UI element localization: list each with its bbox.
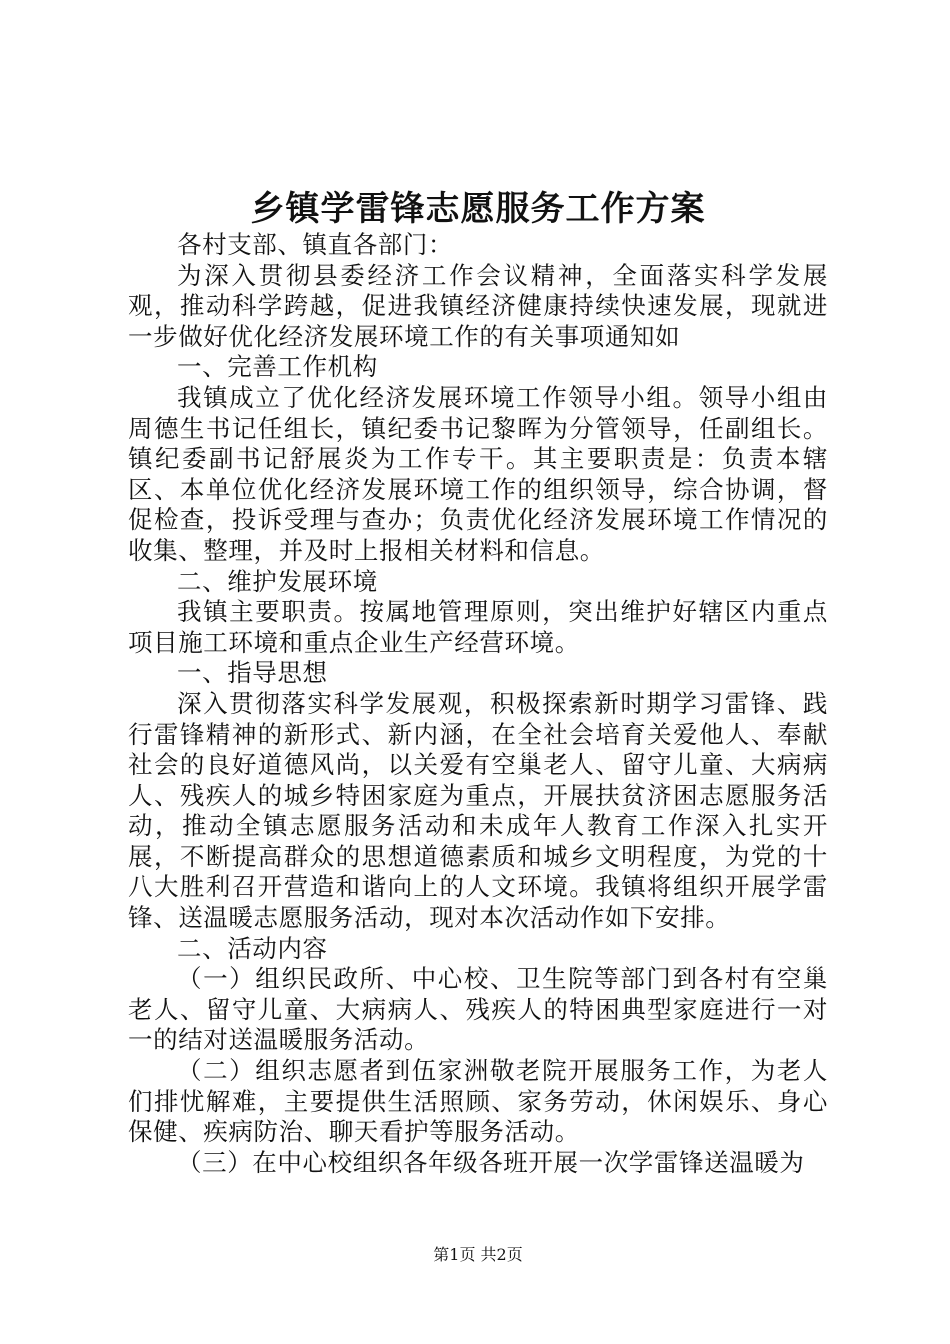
- page-footer: 第1页 共2页: [433, 1245, 523, 1264]
- section-heading: 二、活动内容: [177, 933, 328, 963]
- section-heading: 二、维护发展环境: [177, 566, 378, 596]
- section-heading: 一、指导思想: [177, 658, 328, 688]
- document-body: [128, 230, 828, 1178]
- paragraph-item: （二）组织志愿者到伍家洲敬老院开展服务工作，为老人们排忧解难，主要提供生活照顾、家务劳动，休闲娱乐、身心保健、疾病防治、聊天看护等服务活动。: [128, 1056, 828, 1147]
- document-title: 乡镇学雷锋志愿服务工作方案: [250, 189, 706, 229]
- paragraph: 我镇主要职责。按属地管理原则，突出维护好辖区内重点项目施工环境和重点企业生产经营环境。: [128, 597, 828, 657]
- paragraph: 深入贯彻落实科学发展观，积极探索新时期学习雷锋、践行雷锋精神的新形式、新内涵，在全社会培育关爱他人、奉献社会的良好道德风尚，以关爱有空巢老人、留守儿童、大病病人、残疾人的城乡特困家庭为重点，开展扶贫济困志愿服务活动，推动全镇志愿服务活动和未成年人教育工作深入扎实开展，不断提高群众的思想道德素质和城乡文明程度，为党的十八大胜利召开营造和谐向上的人文环境。我镇将组织开展学雷锋、送温暖志愿服务活动，现对本次活动作如下安排。: [128, 688, 828, 933]
- paragraph-item: （一）组织民政所、中心校、卫生院等部门到各村有空巢老人、留守儿童、大病病人、残疾人的特困典型家庭进行一对一的结对送温暖服务活动。: [128, 964, 828, 1055]
- document-page: [128, 0, 828, 1344]
- section-heading: 一、完善工作机构: [177, 352, 378, 382]
- paragraph-intro: 为深入贯彻县委经济工作会议精神，全面落实科学发展观，推动科学跨越，促进我镇经济健康持续快速发展，现就进一步做好优化经济发展环境工作的有关事项通知如: [128, 260, 828, 351]
- paragraph-item: （三）在中心校组织各年级各班开展一次学雷锋送温暖为: [177, 1147, 805, 1177]
- paragraph: 我镇成立了优化经济发展环境工作领导小组。领导小组由周德生书记任组长，镇纪委书记黎晖为分管领导，任副组长。镇纪委副书记舒展炎为工作专干。其主要职责是：负责本辖区、本单位优化经济发展环境工作的组织领导，综合协调，督促检查，投诉受理与查办；负责优化经济发展环境工作情况的收集、整理，并及时上报相关材料和信息。: [128, 382, 828, 565]
- paragraph-salutation: 各村支部、镇直各部门：: [177, 230, 454, 259]
